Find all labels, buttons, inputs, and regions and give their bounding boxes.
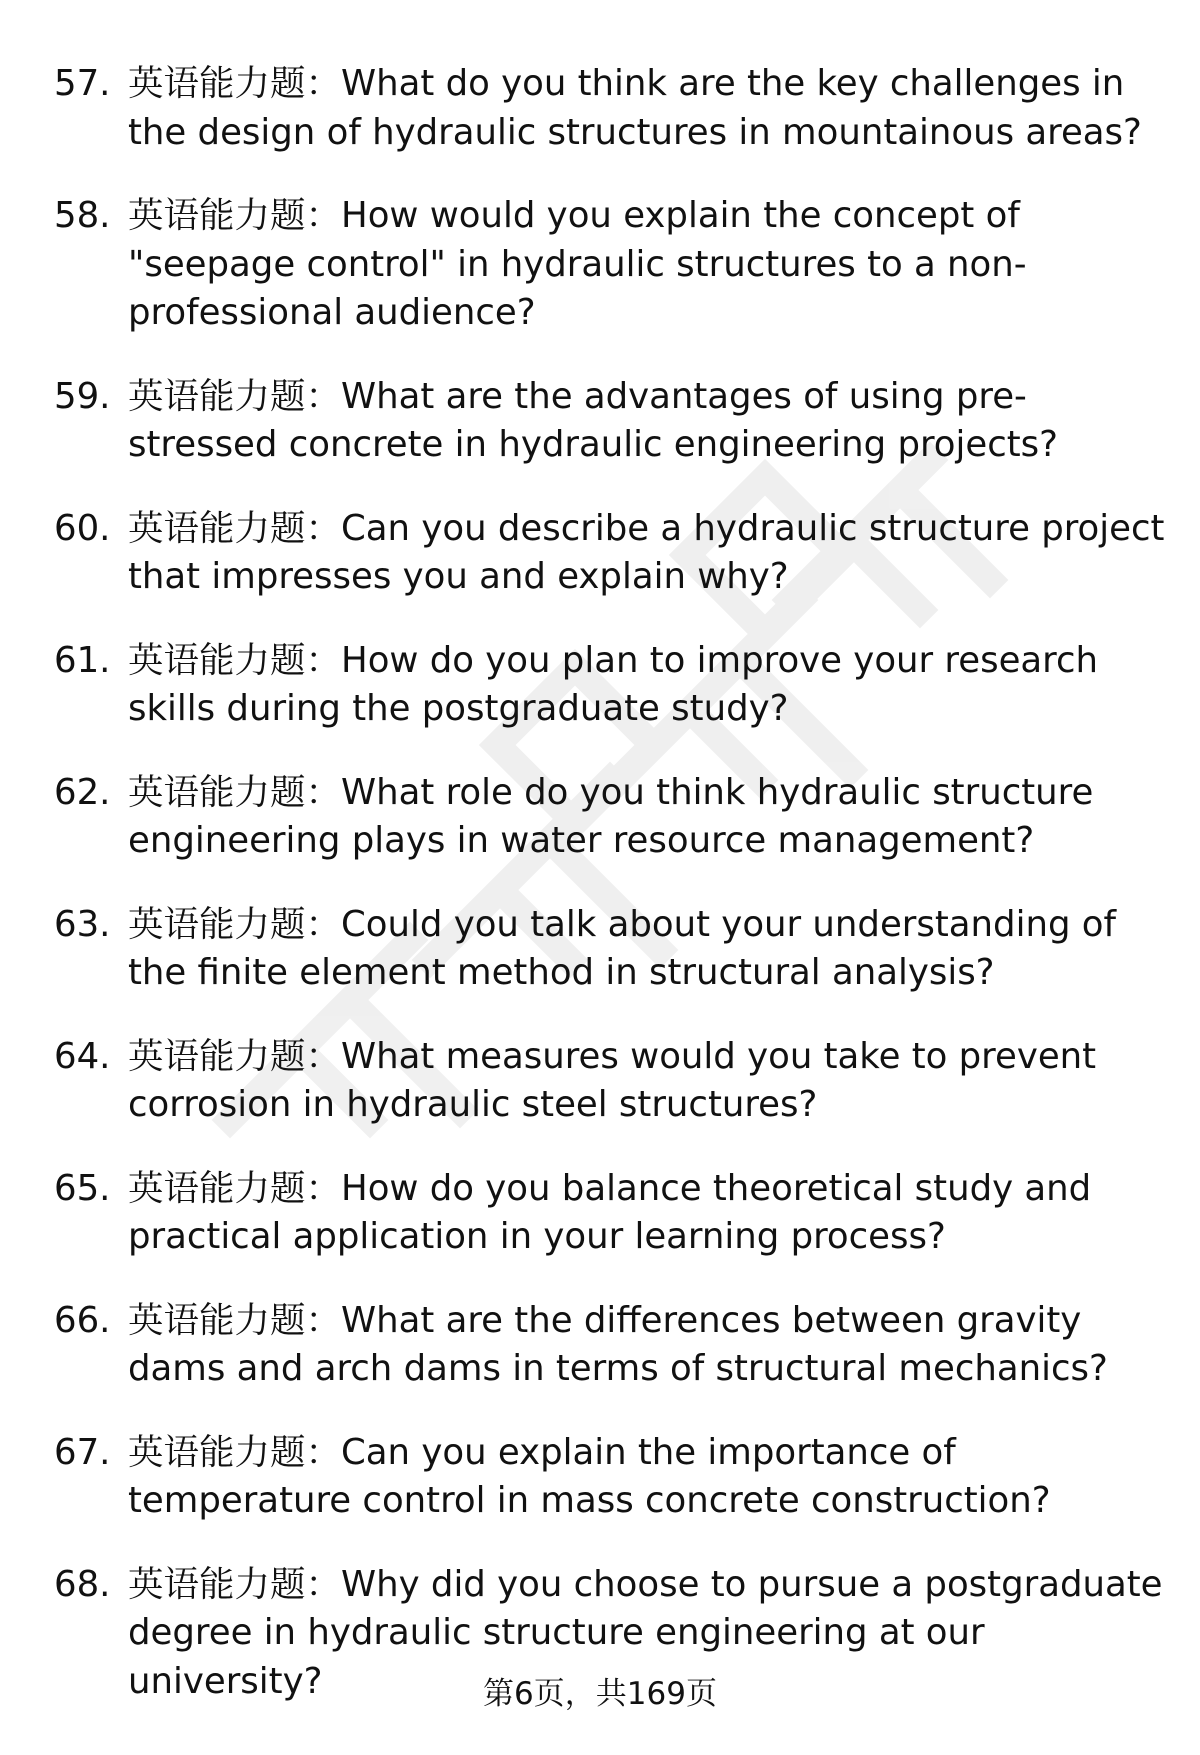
question-body	[128, 1297, 1168, 1394]
question-list	[0, 60, 1200, 1741]
question-item	[0, 505, 1200, 602]
question-label: 英语能力题：	[128, 1431, 342, 1473]
question-body	[128, 373, 1168, 470]
question-number: 68.	[54, 1563, 111, 1605]
question-number: 62.	[54, 771, 111, 813]
question-body	[128, 1429, 1168, 1526]
question-label: 英语能力题：	[128, 1563, 342, 1605]
question-text: Could you talk about your understanding of the finite element method in structural analysis?	[128, 903, 1116, 993]
question-body	[128, 1033, 1168, 1130]
question-label: 英语能力题：	[128, 195, 342, 236]
question-body	[128, 769, 1168, 866]
question-label: 英语能力题：	[128, 771, 342, 813]
question-label: 英语能力题：	[128, 375, 342, 417]
question-number: 61.	[54, 639, 111, 681]
question-item	[0, 1297, 1200, 1394]
question-label: 英语能力题：	[128, 63, 342, 104]
question-number: 60.	[54, 507, 111, 549]
question-number: 58.	[54, 195, 111, 236]
question-body	[128, 60, 1168, 157]
question-number: 59.	[54, 375, 111, 417]
question-label: 英语能力题：	[128, 1167, 342, 1209]
question-text: Can you describe a hydraulic structure project that impresses you and explain why?	[128, 507, 1165, 597]
question-text: What role do you think hydraulic structure engineering plays in water resource management?	[128, 771, 1094, 861]
question-body	[128, 192, 1168, 338]
question-item	[0, 769, 1200, 866]
question-label: 英语能力题：	[128, 639, 342, 681]
question-number: 63.	[54, 903, 111, 945]
question-label: 英语能力题：	[128, 507, 342, 549]
question-body	[128, 901, 1168, 998]
question-item	[0, 192, 1200, 338]
question-text: What measures would you take to prevent corrosion in hydraulic steel structures?	[128, 1035, 1097, 1125]
question-item	[0, 1429, 1200, 1526]
question-item	[0, 637, 1200, 734]
question-number: 65.	[54, 1167, 111, 1209]
question-text: How do you balance theoretical study and practical application in your learning process?	[128, 1167, 1092, 1257]
question-text: What are the differences between gravity dams and arch dams in terms of structural mechanics?	[128, 1299, 1108, 1389]
question-item	[0, 373, 1200, 470]
question-number: 57.	[54, 63, 111, 104]
question-text: How would you explain the concept of "seepage control" in hydraulic structures to a non-professional audience?	[128, 195, 1027, 333]
question-label: 英语能力题：	[128, 1035, 342, 1077]
question-body	[128, 1165, 1168, 1262]
question-label: 英语能力题：	[128, 1299, 342, 1341]
question-item	[0, 1165, 1200, 1262]
question-text: Can you explain the importance of temperature control in mass concrete construction?	[128, 1431, 1051, 1521]
question-number: 64.	[54, 1035, 111, 1077]
question-text: What do you think are the key challenges in the design of hydraulic structures in mountainous areas?	[128, 63, 1142, 153]
question-text: What are the advantages of using pre-stressed concrete in hydraulic engineering projects?	[128, 375, 1058, 465]
question-body	[128, 505, 1168, 602]
question-text: How do you plan to improve your research skills during the postgraduate study?	[128, 639, 1098, 729]
question-item	[0, 901, 1200, 998]
question-text: Why did you choose to pursue a postgraduate degree in hydraulic structure engineering at our university?	[128, 1563, 1163, 1702]
question-item	[0, 1033, 1200, 1130]
question-body	[128, 637, 1168, 734]
question-number: 67.	[54, 1431, 111, 1473]
question-item	[0, 60, 1200, 157]
question-number: 66.	[54, 1299, 111, 1341]
question-label: 英语能力题：	[128, 903, 342, 945]
page-footer: 第6页，共169页	[483, 1676, 717, 1712]
